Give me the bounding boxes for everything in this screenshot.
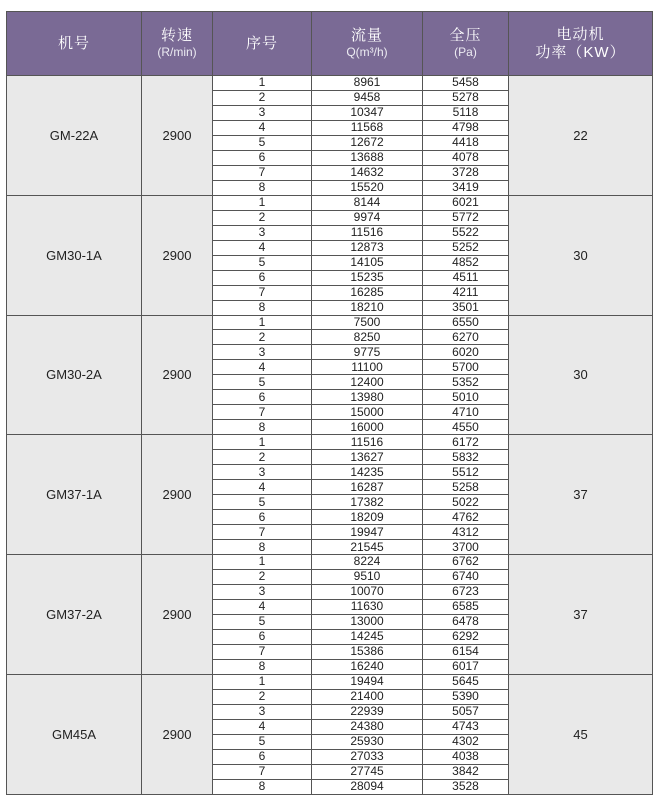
- pressure-cell: 6585: [423, 599, 509, 614]
- pressure-cell: 5522: [423, 225, 509, 240]
- header-pressure: [423, 12, 509, 76]
- pressure-cell: 5458: [423, 76, 509, 91]
- seq-cell: 5: [213, 375, 312, 390]
- flow-cell: 19494: [312, 674, 423, 689]
- pressure-cell: 5057: [423, 704, 509, 719]
- pressure-cell: 5258: [423, 480, 509, 495]
- seq-cell: 8: [213, 540, 312, 555]
- header-seq: [213, 12, 312, 76]
- speed-cell: 2900: [142, 195, 213, 315]
- flow-cell: 18210: [312, 300, 423, 315]
- flow-cell: 8144: [312, 195, 423, 210]
- pressure-cell: 3528: [423, 779, 509, 794]
- flow-cell: 11630: [312, 599, 423, 614]
- speed-cell: 2900: [142, 315, 213, 435]
- pressure-cell: 6478: [423, 614, 509, 629]
- flow-cell: 8224: [312, 555, 423, 570]
- seq-cell: 4: [213, 120, 312, 135]
- seq-cell: 1: [213, 315, 312, 330]
- pressure-cell: 6270: [423, 330, 509, 345]
- table-row: [7, 555, 653, 570]
- pressure-cell: 4743: [423, 719, 509, 734]
- pressure-cell: 6550: [423, 315, 509, 330]
- flow-cell: 24380: [312, 719, 423, 734]
- seq-cell: 5: [213, 135, 312, 150]
- flow-cell: 9458: [312, 90, 423, 105]
- seq-cell: 7: [213, 764, 312, 779]
- table-row: [7, 674, 653, 689]
- seq-cell: 7: [213, 644, 312, 659]
- seq-cell: 2: [213, 569, 312, 584]
- flow-cell: 11100: [312, 360, 423, 375]
- header-speed-label: 转速: [160, 27, 193, 44]
- flow-cell: 12873: [312, 240, 423, 255]
- pressure-cell: 4038: [423, 749, 509, 764]
- model-cell: GM45A: [7, 674, 142, 794]
- seq-cell: 3: [213, 105, 312, 120]
- flow-cell: 15000: [312, 405, 423, 420]
- pressure-cell: 5352: [423, 375, 509, 390]
- pressure-cell: 5512: [423, 465, 509, 480]
- seq-cell: 3: [213, 704, 312, 719]
- header-model: [7, 12, 142, 76]
- seq-cell: 6: [213, 390, 312, 405]
- flow-cell: 16000: [312, 420, 423, 435]
- seq-cell: 4: [213, 480, 312, 495]
- pressure-cell: 4312: [423, 525, 509, 540]
- header-flow: [312, 12, 423, 76]
- seq-cell: 2: [213, 210, 312, 225]
- flow-cell: 13980: [312, 390, 423, 405]
- flow-cell: 22939: [312, 704, 423, 719]
- seq-cell: 7: [213, 525, 312, 540]
- header-seq-label: 序号: [245, 34, 278, 52]
- power-cell: 30: [509, 315, 653, 435]
- speed-cell: 2900: [142, 435, 213, 555]
- seq-cell: 7: [213, 285, 312, 300]
- pressure-cell: 5700: [423, 360, 509, 375]
- flow-cell: 16240: [312, 659, 423, 674]
- seq-cell: 1: [213, 435, 312, 450]
- seq-cell: 7: [213, 405, 312, 420]
- seq-cell: 6: [213, 270, 312, 285]
- seq-cell: 4: [213, 599, 312, 614]
- seq-cell: 8: [213, 300, 312, 315]
- seq-cell: 2: [213, 450, 312, 465]
- table-row: [7, 315, 653, 330]
- seq-cell: 1: [213, 555, 312, 570]
- pressure-cell: 3728: [423, 165, 509, 180]
- flow-cell: 11516: [312, 435, 423, 450]
- pressure-cell: 5645: [423, 674, 509, 689]
- table-row: [7, 435, 653, 450]
- header-pressure-unit: (Pa): [454, 45, 477, 59]
- seq-cell: 3: [213, 225, 312, 240]
- pressure-cell: 5010: [423, 390, 509, 405]
- flow-cell: 10070: [312, 584, 423, 599]
- model-cell: GM37-1A: [7, 435, 142, 555]
- pressure-cell: 6740: [423, 569, 509, 584]
- flow-cell: 15520: [312, 180, 423, 195]
- flow-cell: 12400: [312, 375, 423, 390]
- pressure-cell: 3419: [423, 180, 509, 195]
- pressure-cell: 6021: [423, 195, 509, 210]
- flow-cell: 7500: [312, 315, 423, 330]
- power-cell: 37: [509, 435, 653, 555]
- header-power-label: 电动机: [556, 25, 605, 43]
- flow-cell: 13000: [312, 614, 423, 629]
- flow-cell: 8250: [312, 330, 423, 345]
- seq-cell: 3: [213, 465, 312, 480]
- seq-cell: 7: [213, 165, 312, 180]
- seq-cell: 8: [213, 659, 312, 674]
- pressure-cell: 5278: [423, 90, 509, 105]
- table-body: [7, 76, 653, 795]
- seq-cell: 2: [213, 689, 312, 704]
- model-cell: GM37-2A: [7, 555, 142, 675]
- pressure-cell: 5118: [423, 105, 509, 120]
- flow-cell: 11568: [312, 120, 423, 135]
- flow-cell: 15386: [312, 644, 423, 659]
- flow-cell: 14632: [312, 165, 423, 180]
- header-flow-unit: Q(m³/h): [346, 45, 388, 59]
- seq-cell: 3: [213, 345, 312, 360]
- speed-cell: 2900: [142, 76, 213, 196]
- seq-cell: 6: [213, 749, 312, 764]
- pressure-cell: 6154: [423, 644, 509, 659]
- seq-cell: 8: [213, 779, 312, 794]
- flow-cell: 14245: [312, 629, 423, 644]
- pressure-cell: 5022: [423, 495, 509, 510]
- seq-cell: 1: [213, 195, 312, 210]
- flow-cell: 21545: [312, 540, 423, 555]
- pressure-cell: 5832: [423, 450, 509, 465]
- table-row: [7, 195, 653, 210]
- flow-cell: 11516: [312, 225, 423, 240]
- flow-cell: 19947: [312, 525, 423, 540]
- flow-cell: 17382: [312, 495, 423, 510]
- header-power: [509, 12, 653, 76]
- pressure-cell: 6017: [423, 659, 509, 674]
- seq-cell: 5: [213, 495, 312, 510]
- header-speed: [142, 12, 213, 76]
- seq-cell: 4: [213, 719, 312, 734]
- model-cell: GM-22A: [7, 76, 142, 196]
- flow-cell: 9974: [312, 210, 423, 225]
- pressure-cell: 4798: [423, 120, 509, 135]
- pressure-cell: 6292: [423, 629, 509, 644]
- seq-cell: 4: [213, 240, 312, 255]
- pressure-cell: 4418: [423, 135, 509, 150]
- flow-cell: 27033: [312, 749, 423, 764]
- flow-cell: 27745: [312, 764, 423, 779]
- pressure-cell: 3700: [423, 540, 509, 555]
- pressure-cell: 3501: [423, 300, 509, 315]
- header-row: [7, 12, 653, 76]
- pressure-cell: 6172: [423, 435, 509, 450]
- flow-cell: 9775: [312, 345, 423, 360]
- seq-cell: 2: [213, 330, 312, 345]
- header-pressure-label: 全压: [449, 27, 482, 44]
- flow-cell: 16287: [312, 480, 423, 495]
- flow-cell: 13627: [312, 450, 423, 465]
- flow-cell: 14235: [312, 465, 423, 480]
- table-header: [7, 12, 653, 76]
- pressure-cell: 4511: [423, 270, 509, 285]
- flow-cell: 15235: [312, 270, 423, 285]
- header-flow-label: 流量: [350, 27, 383, 44]
- flow-cell: 9510: [312, 569, 423, 584]
- flow-cell: 28094: [312, 779, 423, 794]
- seq-cell: 8: [213, 180, 312, 195]
- seq-cell: 6: [213, 629, 312, 644]
- fan-spec-table: [6, 11, 653, 795]
- pressure-cell: 4211: [423, 285, 509, 300]
- flow-cell: 25930: [312, 734, 423, 749]
- model-cell: GM30-1A: [7, 195, 142, 315]
- table-row: [7, 76, 653, 91]
- seq-cell: 6: [213, 150, 312, 165]
- power-cell: 45: [509, 674, 653, 794]
- pressure-cell: 4302: [423, 734, 509, 749]
- seq-cell: 6: [213, 510, 312, 525]
- pressure-cell: 6020: [423, 345, 509, 360]
- flow-cell: 8961: [312, 76, 423, 91]
- power-cell: 37: [509, 555, 653, 675]
- seq-cell: 1: [213, 76, 312, 91]
- flow-cell: 16285: [312, 285, 423, 300]
- flow-cell: 10347: [312, 105, 423, 120]
- pressure-cell: 4762: [423, 510, 509, 525]
- flow-cell: 12672: [312, 135, 423, 150]
- power-cell: 30: [509, 195, 653, 315]
- power-cell: 22: [509, 76, 653, 196]
- pressure-cell: 5772: [423, 210, 509, 225]
- pressure-cell: 5390: [423, 689, 509, 704]
- pressure-cell: 6762: [423, 555, 509, 570]
- model-cell: GM30-2A: [7, 315, 142, 435]
- seq-cell: 1: [213, 674, 312, 689]
- pressure-cell: 6723: [423, 584, 509, 599]
- seq-cell: 8: [213, 420, 312, 435]
- pressure-cell: 4078: [423, 150, 509, 165]
- pressure-cell: 3842: [423, 764, 509, 779]
- pressure-cell: 4550: [423, 420, 509, 435]
- speed-cell: 2900: [142, 674, 213, 794]
- flow-cell: 21400: [312, 689, 423, 704]
- pressure-cell: 4710: [423, 405, 509, 420]
- seq-cell: 4: [213, 360, 312, 375]
- pressure-cell: 5252: [423, 240, 509, 255]
- flow-cell: 18209: [312, 510, 423, 525]
- header-power-unit: 功率（KW）: [535, 43, 626, 61]
- seq-cell: 5: [213, 614, 312, 629]
- seq-cell: 3: [213, 584, 312, 599]
- flow-cell: 14105: [312, 255, 423, 270]
- header-model-label: 机号: [57, 34, 90, 52]
- header-speed-unit: (R/min): [157, 45, 197, 59]
- pressure-cell: 4852: [423, 255, 509, 270]
- seq-cell: 5: [213, 255, 312, 270]
- speed-cell: 2900: [142, 555, 213, 675]
- seq-cell: 5: [213, 734, 312, 749]
- flow-cell: 13688: [312, 150, 423, 165]
- seq-cell: 2: [213, 90, 312, 105]
